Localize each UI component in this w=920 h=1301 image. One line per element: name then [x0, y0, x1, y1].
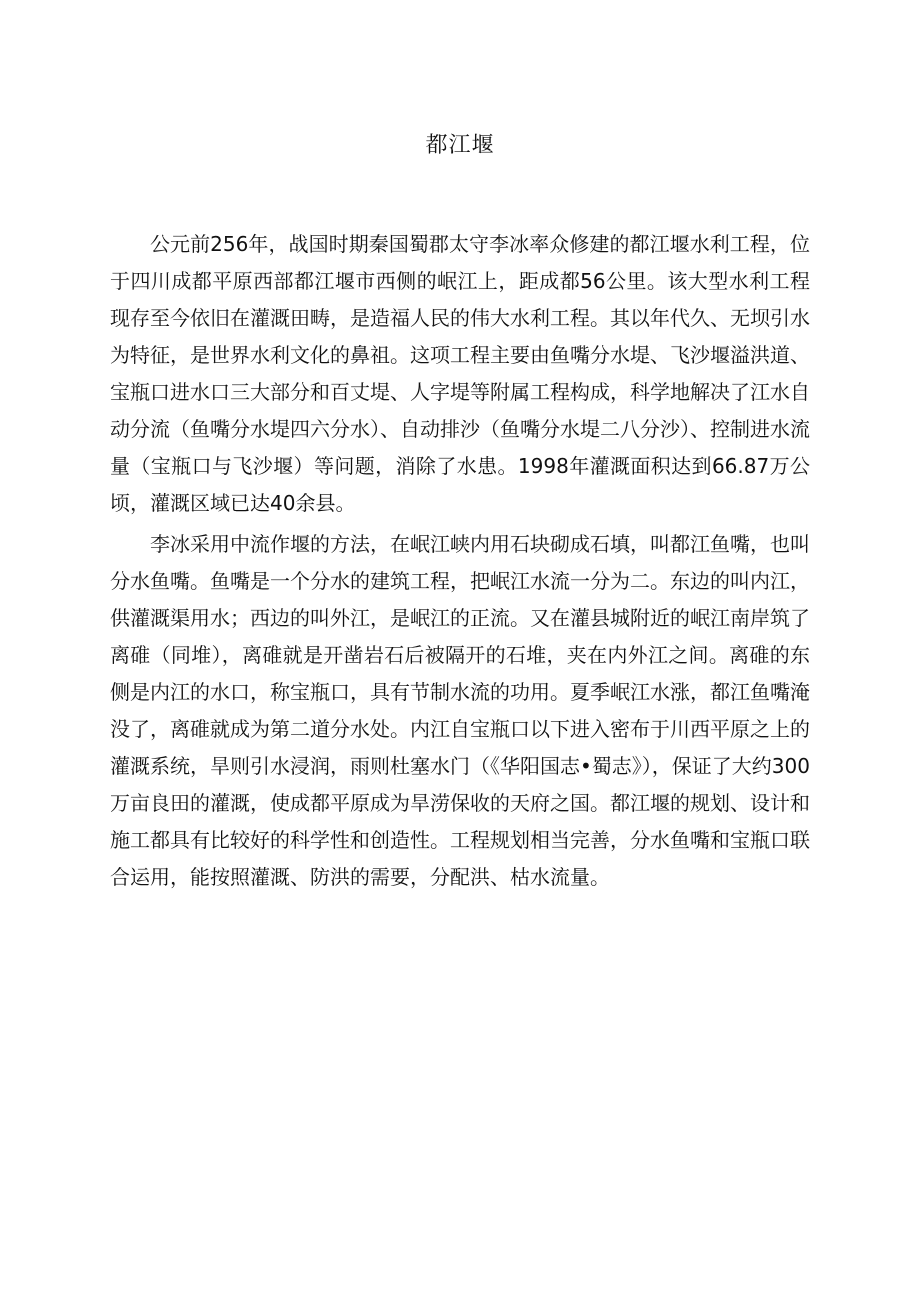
document-title: 都江堰 — [425, 133, 495, 158]
paragraph-2: 李冰采用中流作堰的方法，在岷江峡内用石块砌成石填，叫都江鱼嘴，也叫分水鱼嘴。鱼嘴是一个分水的建筑工程，把岷江水流一分为二。东边的叫内江，供灌溉渠用水；西边的叫外江，是岷江的正流。又在灌县城附近的岷江南岸筑了离碓（同堆），离碓就是开凿岩石后被隔开的石堆，夹在内外江之间。离碓的东侧是内江的水口，称宝瓶口，具有节制水流的功用。夏季岷江水涨，都江鱼嘴淹没了，离碓就成为第二道分水处。内江自宝瓶口以下进入密布于川西平原之上的灌溉系统，旱则引水浸润，雨则杜塞水门（《华阳国志•蜀志》），保证了大约300万亩良田的灌溉，使成都平原成为旱涝保收的天府之国。都江堰的规划、设计和施工都具有比较好的科学性和创造性。工程规划相当完善，分水鱼嘴和宝瓶口联合运用，能按照灌溉、防洪的需要，分配洪、枯水流量。 — [110, 532, 810, 889]
document-body — [110, 226, 810, 896]
paragraph-1: 公元前256年，战国时期秦国蜀郡太守李冰率众修建的都江堰水利工程，位于四川成都平原西部都江堰市西侧的岷江上，距成都56公里。该大型水利工程现存至今依旧在灌溉田畴，是造福人民的伟大水利工程。其以年代久、无坝引水为特征，是世界水利文化的鼻祖。这项工程主要由鱼嘴分水堤、飞沙堰溢洪道、宝瓶口进水口三大部分和百丈堤、人字堤等附属工程构成，科学地解决了江水自动分流（鱼嘴分水堤四六分水）、自动排沙（鱼嘴分水堤二八分沙）、控制进水流量（宝瓶口与飞沙堰）等问题，消除了水患。1998年灌溉面积达到66.87万公顷，灌溉区域已达40余县。 — [110, 232, 810, 515]
